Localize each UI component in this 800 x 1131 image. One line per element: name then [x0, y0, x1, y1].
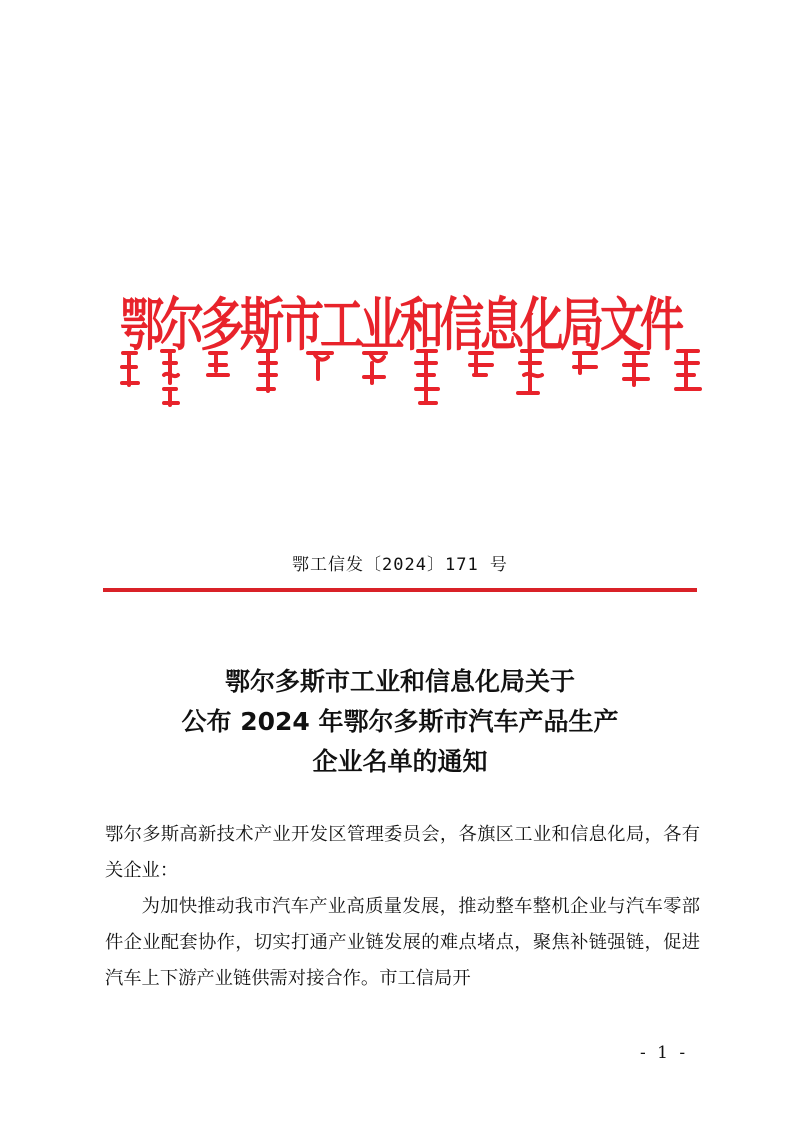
- title-line-3: 企业名单的通知: [312, 747, 488, 776]
- mongolian-script-line: [118, 345, 718, 415]
- page-number: - 1 -: [640, 1043, 689, 1063]
- document-body: [105, 817, 700, 997]
- document-number: 鄂工信发〔2024〕171 号: [292, 555, 508, 575]
- document-header-title: 鄂尔多斯市工业和信息化局文件: [120, 292, 680, 359]
- red-divider-line: [103, 588, 697, 592]
- title-line-2: 公布 2024 年鄂尔多斯市汽车产品生产: [181, 707, 619, 736]
- title-line-1: 鄂尔多斯市工业和信息化局关于: [224, 667, 575, 696]
- document-title: [100, 662, 700, 782]
- recipients-paragraph: 鄂尔多斯高新技术产业开发区管理委员会，各旗区工业和信息化局，各有关企业：: [105, 824, 700, 881]
- body-paragraph-1: 为加快推动我市汽车产业高质量发展，推动整车整机企业与汽车零部件企业配套协作，切实打通产业链发展的难点堵点，聚焦补链强链，促进汽车上下游产业链供需对接合作。市工信局开: [105, 896, 700, 989]
